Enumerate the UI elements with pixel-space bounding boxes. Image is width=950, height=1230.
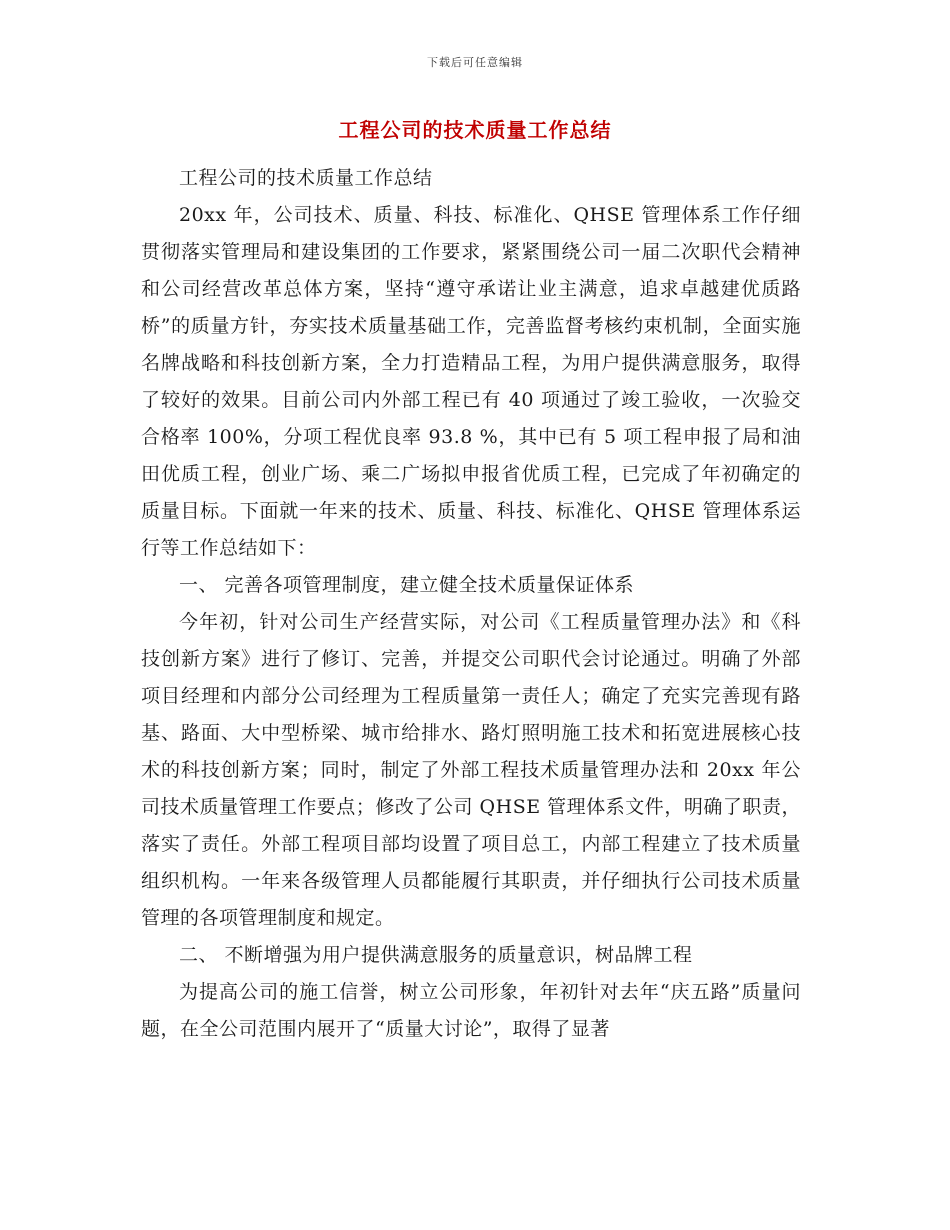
section-heading-2: 二、 不断增强为用户提供满意服务的质量意识，树品牌工程 [179, 944, 693, 966]
document-title: 工程公司的技术质量工作总结 [338, 118, 612, 142]
subtitle-paragraph: 工程公司的技术质量工作总结 [179, 167, 433, 189]
page-header-note: 下载后可任意编辑 [427, 56, 523, 69]
body-paragraph: 今年初，针对公司生产经营实际，对公司《工程质量管理办法》和《科技创新方案》进行了修订、完善，并提交公司职代会讨论通过。明确了外部项目经理和内部分公司经理为工程质量第一责任人；确定了充实完善现有路基、路面、大中型桥梁、城市给排水、路灯照明施工技术和拓宽进展核心技术的科技创新方案；同时，制定了外部工程技术质量管理办法和 20xx 年公司技术质量管理工作要点；修改了公司 QHSE 管理体系文件，明确了职责，落实了责任。外部工程项目部均设置了项目总工，内部工程建立了技术质量组织机构。一年来各级管理人员都能履行其职责，并仔细执行公司技术质量管理的各项管理制度和规定。 [141, 611, 801, 929]
section-heading-1: 一、 完善各项管理制度，建立健全技术质量保证体系 [179, 574, 635, 596]
document-body [141, 160, 801, 1048]
body-paragraph: 为提高公司的施工信誉，树立公司形象，年初针对去年“庆五路”质量问题，在全公司范围内展开了“质量大讨论”，取得了显著 [141, 981, 801, 1040]
body-paragraph: 20xx 年，公司技术、质量、科技、标准化、QHSE 管理体系工作仔细贯彻落实管理局和建设集团的工作要求，紧紧围绕公司一届二次职代会精神和公司经营改革总体方案，坚持“遵守承诺让业主满意，追求卓越建优质路桥”的质量方针，夯实技术质量基础工作，完善监督考核约束机制，全面实施名牌战略和科技创新方案，全力打造精品工程，为用户提供满意服务，取得了较好的效果。目前公司内外部工程已有 40 项通过了竣工验收，一次验交合格率 100%，分项工程优良率 93.8 %，其中已有 5 项工程申报了局和油田优质工程，创业广场、乘二广场拟申报省优质工程，已完成了年初确定的质量目标。下面就一年来的技术、质量、科技、标准化、QHSE 管理体系运行等工作总结如下： [141, 204, 801, 559]
